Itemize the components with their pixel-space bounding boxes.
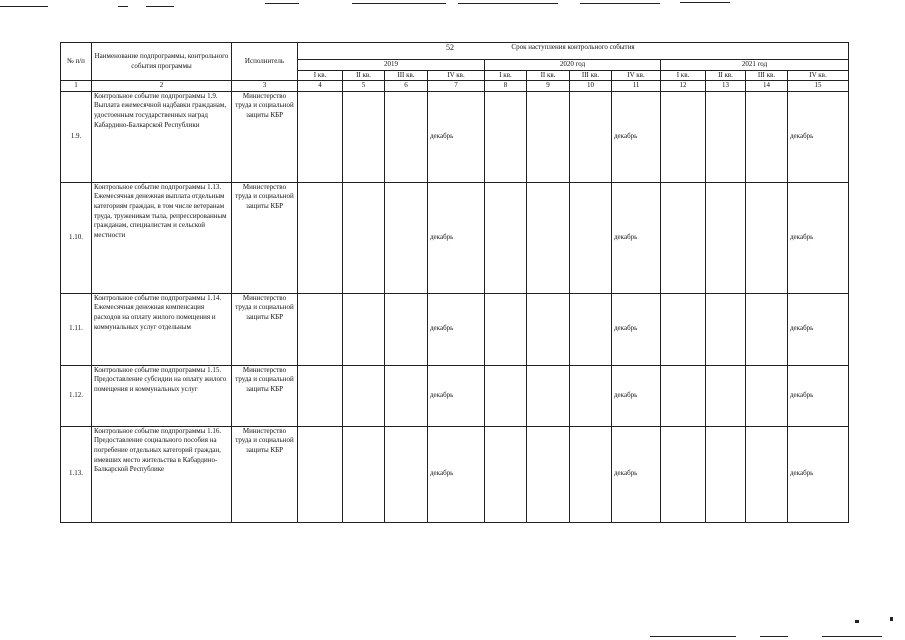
table-row xyxy=(61,365,849,426)
row-number: 1.12. xyxy=(61,365,92,426)
event-name: Контрольное событие подпрограммы 1.9. Выплата ежемесячной надбавки гражданам, удостоенным государственных наград Кабардино-Балкарской Республики xyxy=(92,91,232,182)
quarter-cell xyxy=(298,293,343,365)
scan-artifact xyxy=(0,6,48,7)
header-no: № п/п xyxy=(61,43,92,81)
event-name: Контрольное событие подпрограммы 1.14. Ежемесячная денежная компенсация расходов на оплату жилого помещения и коммунальных услуг отдельным xyxy=(92,293,232,365)
quarter-cell xyxy=(343,293,385,365)
executor: Министерство труда и социальной защиты КБР xyxy=(232,293,298,365)
quarter-cell xyxy=(485,365,527,426)
quarter-cell xyxy=(570,426,612,522)
quarter-cell xyxy=(661,365,706,426)
quarter-cell xyxy=(706,182,746,293)
quarter-cell xyxy=(706,365,746,426)
quarter-cell xyxy=(706,426,746,522)
event-name: Контрольное событие подпрограммы 1.15. Предоставление субсидии на оплату жилого помещения и коммунальных услуг xyxy=(92,365,232,426)
quarter-cell xyxy=(485,293,527,365)
quarter-cell xyxy=(527,426,570,522)
quarter-cell xyxy=(661,293,706,365)
row-number: 1.10. xyxy=(61,182,92,293)
quarter-cell xyxy=(706,91,746,182)
header-deadline: Срок наступления контрольного события xyxy=(298,43,849,60)
executor: Министерство труда и социальной защиты КБР xyxy=(232,426,298,522)
quarter-cell: декабрь xyxy=(428,365,485,426)
quarter-cell xyxy=(298,182,343,293)
quarter-cell xyxy=(570,182,612,293)
quarter-cell xyxy=(343,426,385,522)
quarter-cell xyxy=(385,182,428,293)
executor: Министерство труда и социальной защиты КБР xyxy=(232,91,298,182)
row-number: 1.9. xyxy=(61,91,92,182)
quarter-cell xyxy=(485,426,527,522)
header-year: 2021 год xyxy=(661,60,849,71)
executor: Министерство труда и социальной защиты КБР xyxy=(232,365,298,426)
column-number: 3 xyxy=(232,81,298,92)
column-number: 4 xyxy=(298,81,343,92)
header-quarter: IV кв. xyxy=(788,70,849,81)
quarter-cell: декабрь xyxy=(788,293,849,365)
quarter-cell xyxy=(746,91,788,182)
table-row xyxy=(61,293,849,365)
quarter-cell: декабрь xyxy=(612,91,661,182)
quarter-cell xyxy=(343,182,385,293)
quarter-cell xyxy=(527,91,570,182)
header-year: 2020 год xyxy=(485,60,661,71)
scan-artifact xyxy=(458,3,558,4)
quarter-cell: декабрь xyxy=(428,182,485,293)
quarter-cell xyxy=(485,91,527,182)
quarter-cell xyxy=(485,182,527,293)
column-number: 12 xyxy=(661,81,706,92)
header-quarter: III кв. xyxy=(385,70,428,81)
quarter-cell xyxy=(385,91,428,182)
table-row xyxy=(61,426,849,522)
quarter-cell xyxy=(746,182,788,293)
control-events-table xyxy=(60,42,849,523)
column-number: 14 xyxy=(746,81,788,92)
quarter-cell xyxy=(343,91,385,182)
header-quarter: II кв. xyxy=(527,70,570,81)
header-quarter: I кв. xyxy=(485,70,527,81)
row-number: 1.13. xyxy=(61,426,92,522)
header-quarter: IV кв. xyxy=(428,70,485,81)
header-quarter: II кв. xyxy=(343,70,385,81)
quarter-cell xyxy=(570,91,612,182)
quarter-cell: декабрь xyxy=(788,426,849,522)
quarter-cell xyxy=(661,182,706,293)
scan-artifact xyxy=(265,3,299,4)
scan-artifact xyxy=(822,636,882,637)
event-name: Контрольное событие подпрограммы 1.13. Ежемесячная денежная выплата отдельным категориям граждан, в том числе ветеранам труда, труженикам тыла, репрессированным гражданам, специалистам и сельской местности xyxy=(92,182,232,293)
quarter-cell: декабрь xyxy=(612,182,661,293)
column-number: 6 xyxy=(385,81,428,92)
quarter-cell xyxy=(527,293,570,365)
quarter-cell: декабрь xyxy=(788,91,849,182)
column-number: 15 xyxy=(788,81,849,92)
quarter-cell: декабрь xyxy=(428,91,485,182)
table-row xyxy=(61,91,849,182)
column-number: 13 xyxy=(706,81,746,92)
quarter-cell: декабрь xyxy=(428,293,485,365)
table-row xyxy=(61,182,849,293)
quarter-cell xyxy=(527,365,570,426)
scan-artifact xyxy=(650,636,736,637)
column-number: 11 xyxy=(612,81,661,92)
quarter-cell xyxy=(298,91,343,182)
quarter-cell xyxy=(746,365,788,426)
scan-artifact xyxy=(680,2,730,3)
quarter-cell xyxy=(746,293,788,365)
quarter-cell: декабрь xyxy=(788,365,849,426)
quarter-cell xyxy=(343,365,385,426)
scan-artifact xyxy=(118,6,128,7)
scan-artifact xyxy=(146,6,174,7)
scan-artifact xyxy=(760,636,788,637)
column-number: 9 xyxy=(527,81,570,92)
quarter-cell xyxy=(570,293,612,365)
column-number: 2 xyxy=(92,81,232,92)
scan-artifact xyxy=(890,617,893,621)
quarter-cell xyxy=(385,426,428,522)
header-name: Наименование подпрограммы, контрольного события программы xyxy=(92,43,232,81)
quarter-cell: декабрь xyxy=(612,293,661,365)
scan-artifact xyxy=(352,3,446,4)
header-executor: Исполнитель xyxy=(232,43,298,81)
column-number: 7 xyxy=(428,81,485,92)
scan-artifact xyxy=(855,620,859,623)
quarter-cell xyxy=(298,426,343,522)
quarter-cell xyxy=(385,365,428,426)
quarter-cell xyxy=(746,426,788,522)
event-name: Контрольное событие подпрограммы 1.16. Предоставление социального пособия на погребение отдельных категорий граждан, имевших место жительства в Кабардино-Балкарской Республике xyxy=(92,426,232,522)
row-number: 1.11. xyxy=(61,293,92,365)
page-number: 52 xyxy=(446,43,454,52)
executor: Министерство труда и социальной защиты КБР xyxy=(232,182,298,293)
header-quarter: III кв. xyxy=(570,70,612,81)
scan-artifact xyxy=(580,3,660,4)
quarter-cell xyxy=(385,293,428,365)
quarter-cell xyxy=(570,365,612,426)
header-year: 2019 xyxy=(298,60,485,71)
quarter-cell: декабрь xyxy=(788,182,849,293)
quarter-cell: декабрь xyxy=(612,365,661,426)
quarter-cell: декабрь xyxy=(428,426,485,522)
quarter-cell xyxy=(661,426,706,522)
header-quarter: III кв. xyxy=(746,70,788,81)
header-quarter: I кв. xyxy=(298,70,343,81)
header-quarter: IV кв. xyxy=(612,70,661,81)
column-number: 10 xyxy=(570,81,612,92)
header-quarter: I кв. xyxy=(661,70,706,81)
column-number: 8 xyxy=(485,81,527,92)
quarter-cell xyxy=(661,91,706,182)
quarter-cell xyxy=(527,182,570,293)
quarter-cell xyxy=(706,293,746,365)
quarter-cell: декабрь xyxy=(612,426,661,522)
column-number: 1 xyxy=(61,81,92,92)
column-number: 5 xyxy=(343,81,385,92)
header-quarter: II кв. xyxy=(706,70,746,81)
quarter-cell xyxy=(298,365,343,426)
